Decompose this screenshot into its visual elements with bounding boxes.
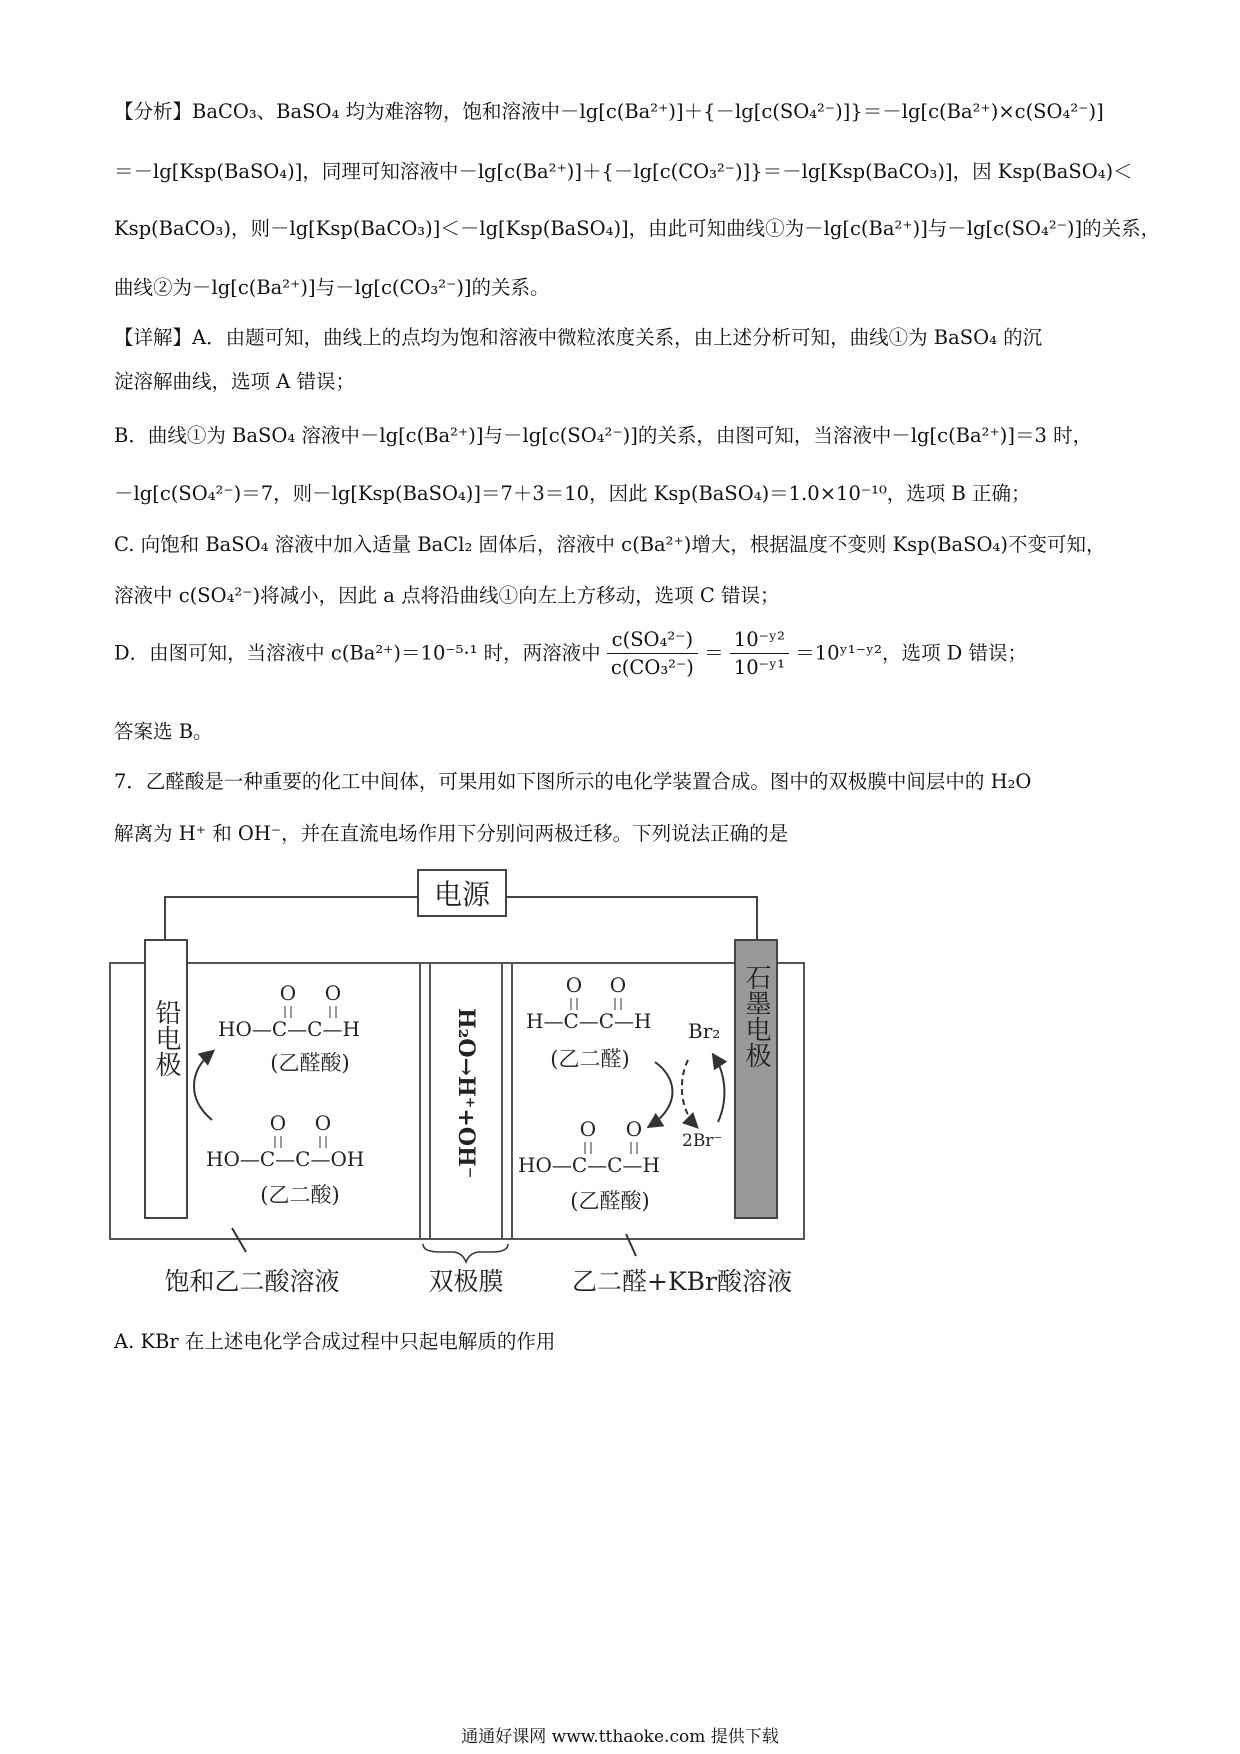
analysis-line-4: 曲线②为－lg[c(Ba²⁺)]与－lg[c(CO₃²⁻)]的关系。 <box>114 276 550 299</box>
br2-label: Br₂ <box>688 1019 721 1043</box>
o-atom-8: O <box>625 1117 643 1141</box>
glyoxal-formula: H—C—C—H <box>526 1009 652 1033</box>
glyoxal-name: (乙二醛) <box>550 1047 630 1071</box>
o-atom-7: O <box>579 1117 597 1141</box>
analysis-line-1: 【分析】BaCO₃、BaSO₄ 均为难溶物，饱和溶液中－lg[c(Ba²⁺)]＋{－lg[c(SO₄²⁻)]}＝－lg[c(Ba²⁺)×c(SO₄²⁻)] <box>114 100 1104 123</box>
answer-line: 答案选 B。 <box>114 720 213 743</box>
d-text-post: ＝10ʸ¹⁻ʸ²，选项 D 错误； <box>795 641 1027 665</box>
membrane-brace <box>423 1244 508 1262</box>
oxalic-acid-formula: HO—C—C—OH <box>206 1147 365 1171</box>
option-A: A. KBr 在上述电化学合成过程中只起电解质的作用 <box>114 1330 556 1353</box>
glyoxylic-acid-name-right: (乙醛酸) <box>570 1189 650 1213</box>
detail-line-A2: 淀溶解曲线，选项 A 错误； <box>114 370 355 393</box>
o-atom-5: O <box>565 973 583 997</box>
equals-sign: ＝ <box>704 641 724 665</box>
caption-membrane: 双极膜 <box>428 1267 504 1296</box>
lead-electrode <box>145 940 187 1218</box>
right-wire <box>506 897 757 940</box>
left-wire <box>165 897 418 940</box>
power-label: 电源 <box>433 878 491 911</box>
detail-line-B2: －lg[c(SO₄²⁻)＝7，则－lg[Ksp(BaSO₄)]＝7＋3＝10，因此 Ksp(BaSO₄)＝1.0×10⁻¹⁰，选项 B 正确； <box>114 482 1031 505</box>
detail-line-C1: C. 向饱和 BaSO₄ 溶液中加入适量 BaCl₂ 固体后，溶液中 c(Ba²⁺)增大，根据温度不变则 Ksp(BaSO₄)不变可知， <box>114 533 1106 556</box>
lead-electrode-label: 铅电极 <box>151 999 181 1077</box>
oxalic-acid-name: (乙二酸) <box>260 1183 340 1207</box>
d-text-pre: D．由图可知，当溶液中 c(Ba²⁺)＝10⁻⁵·¹ 时，两溶液中 <box>114 641 601 665</box>
glyoxylic-acid-formula-left: HO—C—C—H <box>218 1017 360 1041</box>
membrane-reaction-label: H₂O→H⁺+OH⁻ <box>453 1008 479 1179</box>
fraction-numerator: c(SO₄²⁻) <box>607 628 698 654</box>
glyoxylic-acid-formula-right: HO—C—C—H <box>518 1153 660 1177</box>
o-atom-2: O <box>324 981 342 1005</box>
graphite-electrode-label: 石墨电极 <box>741 964 771 1068</box>
fraction-denominator: c(CO₃²⁻) <box>610 656 694 680</box>
fraction2-numerator: 10⁻ʸ² <box>730 628 789 654</box>
glyoxylic-acid-name-left: (乙醛酸) <box>270 1051 350 1075</box>
fraction2-denominator: 10⁻ʸ¹ <box>733 656 785 680</box>
br-minus-label: 2Br⁻ <box>682 1131 723 1151</box>
detail-line-A1: 【详解】A．由题可知，曲线上的点均为饱和溶液中微粒浓度关系，由上述分析可知，曲线①为 BaSO₄ 的沉 <box>114 326 1043 349</box>
question-7-line-1: 7．乙醛酸是一种重要的化工中间体，可果用如下图所示的电化学装置合成。图中的双极膜中间层中的 H₂O <box>114 770 1032 793</box>
detail-line-C2: 溶液中 c(SO₄²⁻)将减小，因此 a 点将沿曲线①向左上方移动，选项 C 错误； <box>114 584 780 607</box>
analysis-line-2: ＝－lg[Ksp(BaSO₄)]，同理可知溶液中－lg[c(Ba²⁺)]＋{－lg[c(CO₃²⁻)]}＝－lg[Ksp(BaCO₃)]，因 Ksp(BaSO₄)＜ <box>114 160 1133 183</box>
o-atom-6: O <box>609 973 627 997</box>
footer-credit: 通通好课网 www.tthaoke.com 提供下载 <box>461 1727 779 1747</box>
o-atom-3: O <box>269 1111 287 1135</box>
analysis-line-3: Ksp(BaCO₃)，则－lg[Ksp(BaCO₃)]＜－lg[Ksp(BaSO₄)]，由此可知曲线①为－lg[c(Ba²⁺)]与－lg[c(SO₄²⁻)]的关系， <box>114 217 1161 240</box>
caption-right: 乙二醛+KBr酸溶液 <box>572 1267 792 1296</box>
question-7-line-2: 解离为 H⁺ 和 OH⁻，并在直流电场作用下分别问两极迁移。下列说法正确的是 <box>114 822 789 845</box>
caption-left: 饱和乙二酸溶液 <box>164 1267 340 1296</box>
o-atom-1: O <box>279 981 297 1005</box>
detail-line-B1: B．曲线①为 BaSO₄ 溶液中－lg[c(Ba²⁺)]与－lg[c(SO₄²⁻)]的关系，由图可知，当溶液中－lg[c(Ba²⁺)]＝3 时， <box>114 424 1093 447</box>
o-atom-4: O <box>314 1111 332 1135</box>
